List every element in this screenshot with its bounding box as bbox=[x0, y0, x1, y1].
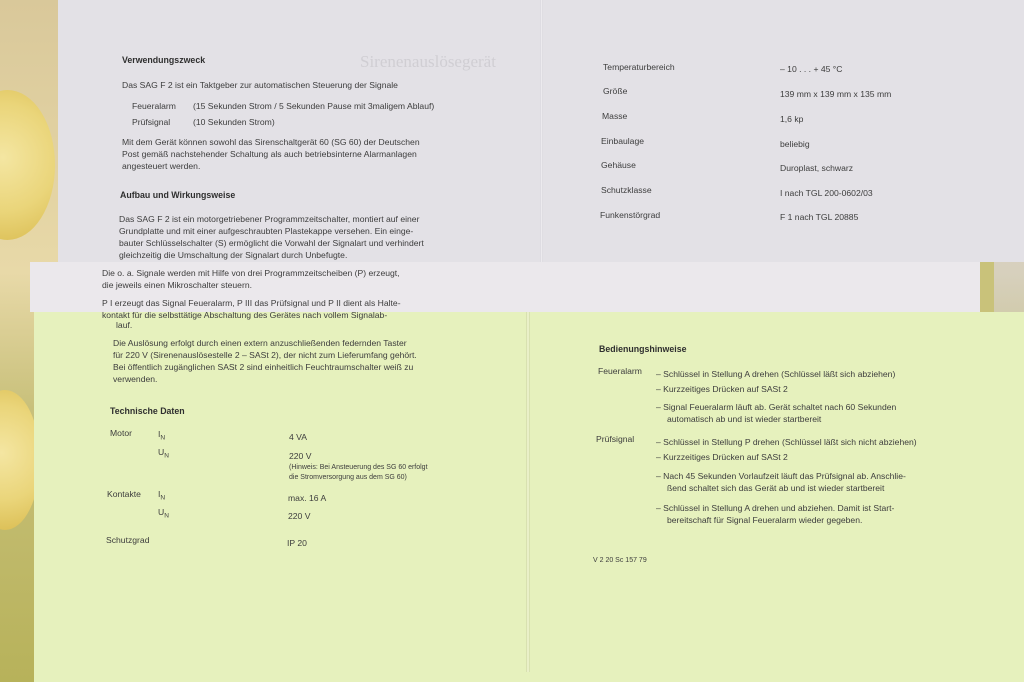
strip-text-line: kontakt für die selbsttätige Abschaltung des Gerätes nach vollem Signalab- bbox=[102, 310, 388, 320]
spec-label: Funkenstörgrad bbox=[600, 210, 661, 220]
spec-label: Größe bbox=[603, 86, 628, 96]
spec-value: – 10 . . . + 45 °C bbox=[780, 64, 843, 74]
build-text-line: Grundplatte und mit einer aufgeschraubten Plastekappe versehen. Ein einge- bbox=[119, 226, 414, 236]
print-code: V 2 20 Sc 157 79 bbox=[593, 557, 647, 564]
trigger-text-line: verwenden. bbox=[113, 374, 158, 384]
instruction-step: – Schlüssel in Stellung P drehen (Schlüssel läßt sich nicht abziehen) bbox=[656, 437, 917, 447]
trigger-text-line: Bei öffentlich zugänglichen SASt 2 sind einheitlich Feuchtraumschalter weiß zu bbox=[113, 362, 414, 372]
feueralarm-label: Feueralarm bbox=[132, 101, 176, 111]
instruction-step: – Nach 45 Sekunden Vorlaufzeit läuft das Prüfsignal ab. Anschlie- bbox=[656, 471, 906, 481]
motor-un-value: 220 V bbox=[289, 451, 312, 461]
build-text-line: bauter Schlüsselschalter (S) ermöglicht die Vorwahl der Signalart und verhindert bbox=[119, 238, 424, 248]
strip-text-line: P I erzeugt das Signal Feueralarm, P III das Prüfsignal und P II dient als Halte- bbox=[102, 298, 401, 308]
instruction-step: – Kurzzeitiges Drücken auf SASt 2 bbox=[656, 384, 788, 394]
strip-text-line: die jeweils einen Mikroschalter steuern. bbox=[102, 280, 252, 290]
motor-label: Motor bbox=[110, 428, 132, 438]
build-text-line: Das SAG F 2 ist ein motorgetriebener Programmzeitschalter, montiert auf einer bbox=[119, 214, 420, 224]
spec-value: I nach TGL 200-0602/03 bbox=[780, 188, 873, 198]
instruction-step: – Schlüssel in Stellung A drehen (Schlüssel läßt sich abziehen) bbox=[656, 369, 896, 379]
motor-note: die Stromversorgung aus dem SG 60) bbox=[289, 474, 407, 481]
rated-current-symbol: $I_N$ bbox=[158, 429, 166, 442]
rated-voltage-symbol: $U_N$ bbox=[158, 507, 169, 520]
spec-value: 1,6 kp bbox=[780, 114, 804, 124]
strip-text-line: Die o. a. Signale werden mit Hilfe von drei Programmzeitscheiben (P) erzeugt, bbox=[102, 268, 400, 278]
instruction-step-cont: automatisch ab und ist wieder startbereit bbox=[667, 414, 822, 424]
rated-voltage-symbol: $U_N$ bbox=[158, 447, 169, 460]
usage-text-line: Post gemäß nachstehender Schaltung als auch betriebsinterne Alarmanlagen bbox=[122, 149, 417, 159]
heading-build: Aufbau und Wirkungsweise bbox=[120, 190, 236, 200]
motor-in-value: 4 VA bbox=[289, 432, 307, 442]
text-line: lauf. bbox=[116, 320, 133, 330]
rated-current-symbol: $I_N$ bbox=[158, 489, 166, 502]
heading-operating-instructions: Bedienungshinweise bbox=[599, 344, 687, 354]
spec-value: beliebig bbox=[780, 139, 810, 149]
instruction-step: – Schlüssel in Stellung A drehen und abziehen. Damit ist Start- bbox=[656, 503, 895, 513]
spec-label: Gehäuse bbox=[601, 160, 636, 170]
instruction-step-cont: ßend schaltet sich das Gerät ab und ist wieder startbereit bbox=[667, 483, 885, 493]
contacts-in-value: max. 16 A bbox=[288, 493, 327, 503]
instruction-step: – Signal Feueralarm läuft ab. Gerät schaltet nach 60 Sekunden bbox=[656, 402, 897, 412]
heading-tech-data: Technische Daten bbox=[110, 406, 185, 416]
spec-label: Einbaulage bbox=[601, 136, 645, 146]
page-fold bbox=[526, 312, 530, 672]
spec-label: Temperaturbereich bbox=[603, 62, 675, 72]
instruction-step-cont: bereitschaft für Signal Feueralarm wieder gegeben. bbox=[667, 515, 863, 525]
heading-purpose: Verwendungszweck bbox=[122, 55, 206, 65]
pruefsignal-label: Prüfsignal bbox=[596, 434, 635, 444]
contacts-un-value: 220 V bbox=[288, 511, 311, 521]
pruefsignal-label: Prüfsignal bbox=[132, 117, 171, 127]
build-text-line: gleichzeitig die Umschaltung der Signalart durch Unbefugte. bbox=[119, 250, 348, 260]
instruction-step: – Kurzzeitiges Drücken auf SASt 2 bbox=[656, 452, 788, 462]
spec-value: 139 mm x 139 mm x 135 mm bbox=[780, 89, 892, 99]
protection-label: Schutzgrad bbox=[106, 535, 150, 545]
motor-note: (Hinweis: Bei Ansteuerung des SG 60 erfolgt bbox=[289, 464, 428, 471]
contacts-label: Kontakte bbox=[107, 489, 141, 499]
spec-value: Duroplast, schwarz bbox=[780, 163, 854, 173]
show-through-text: Sirenenauslösegerät bbox=[360, 52, 496, 71]
page-fold-top bbox=[540, 0, 543, 262]
purpose-text: Das SAG F 2 ist ein Taktgeber zur automatischen Steuerung der Signale bbox=[122, 80, 398, 90]
usage-text-line: Mit dem Gerät können sowohl das Sirenschaltgerät 60 (SG 60) der Deutschen bbox=[122, 137, 420, 147]
spec-value: F 1 nach TGL 20885 bbox=[780, 212, 859, 222]
trigger-text-line: Die Auslösung erfolgt durch einen extern anzuschließenden federnden Taster bbox=[113, 338, 407, 348]
feueralarm-label: Feueralarm bbox=[598, 366, 642, 376]
pruefsignal-desc: (10 Sekunden Strom) bbox=[193, 117, 275, 127]
trigger-text-line: für 220 V (Sirenenauslösestelle 2 – SASt 2), der nicht zum Lieferumfang gehört. bbox=[113, 350, 417, 360]
usage-text-line: angesteuert werden. bbox=[122, 161, 201, 171]
spec-label: Masse bbox=[602, 111, 628, 121]
spec-label: Schutzklasse bbox=[601, 185, 652, 195]
protection-value: IP 20 bbox=[287, 538, 307, 548]
feueralarm-desc: (15 Sekunden Strom / 5 Sekunden Pause mit 3maligem Ablauf) bbox=[193, 101, 435, 111]
